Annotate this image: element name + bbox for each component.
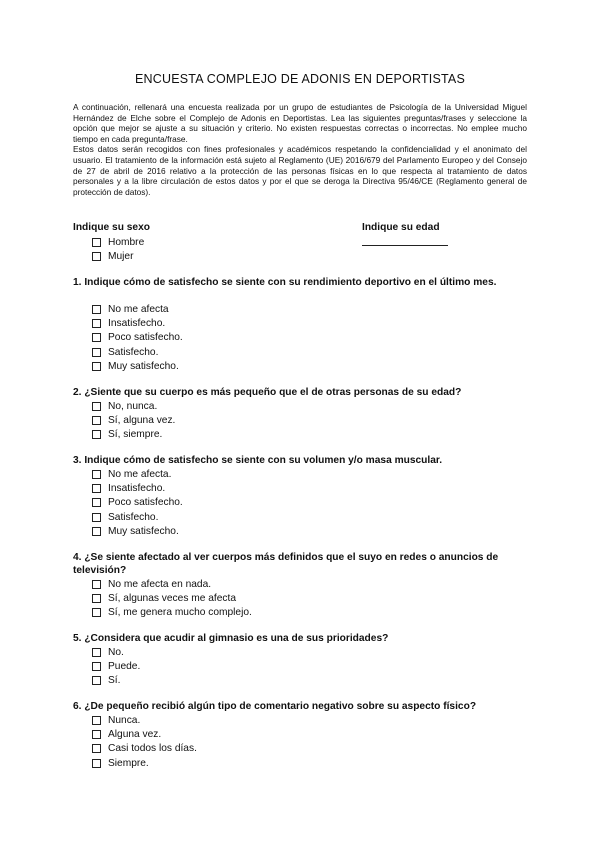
option[interactable] xyxy=(92,399,175,413)
question-4-options xyxy=(92,577,252,620)
option-label: No me afecta. xyxy=(108,468,172,480)
intro-text xyxy=(73,102,527,197)
checkbox[interactable] xyxy=(92,238,101,247)
option-label: Siempre. xyxy=(108,757,149,769)
option[interactable] xyxy=(92,645,140,659)
checkbox[interactable] xyxy=(92,498,101,507)
option-label: Casi todos los días. xyxy=(108,743,197,755)
option-label: Poco satisfecho. xyxy=(108,497,183,509)
option[interactable] xyxy=(92,467,183,481)
checkbox[interactable] xyxy=(92,319,101,328)
option-label: No me afecta xyxy=(108,303,169,315)
checkbox[interactable] xyxy=(92,580,101,589)
question-1-options xyxy=(92,302,183,374)
checkbox[interactable] xyxy=(92,430,101,439)
option-label: Sí. xyxy=(108,675,121,687)
question-4: 4. ¿Se siente afectado al ver cuerpos más definidos que el suyo en redes o anuncios de televisión? xyxy=(73,552,499,576)
checkbox[interactable] xyxy=(92,730,101,739)
checkbox[interactable] xyxy=(92,348,101,357)
question-6: 6. ¿De pequeño recibió algún tipo de comentario negativo sobre su aspecto físico? xyxy=(73,701,477,712)
option[interactable] xyxy=(92,510,183,524)
option[interactable] xyxy=(92,316,183,330)
option[interactable] xyxy=(92,525,183,539)
sex-option-male[interactable] xyxy=(92,235,144,249)
option-label: No. xyxy=(108,646,124,658)
option-label: Sí, me genera mucho complejo. xyxy=(108,607,252,619)
intro-paragraph-2: Estos datos serán recogidos con fines profesionales y académicos respetando la confidencialidad y el anonimato del usuario. El tratamiento de la información está sujeto al Reglamento (UE) 2016/679 del Parlamento Europeo y del Consejo de 27 de abril de 2016 relativo a la protección de las personas físicas en lo que respecta al tratamiento de datos personales y a la libre circulación de estos datos y por el que se deroga la Directiva 95/46/CE (Reglamento general de protección de datos). xyxy=(73,144,527,197)
sex-label: Indique su sexo xyxy=(73,222,150,233)
option[interactable] xyxy=(92,713,197,727)
option-label: Muy satisfecho. xyxy=(108,526,179,538)
option[interactable] xyxy=(92,606,252,620)
checkbox[interactable] xyxy=(92,594,101,603)
sex-option-female[interactable] xyxy=(92,249,144,263)
option-label: Sí, alguna vez. xyxy=(108,415,176,427)
option-label: Poco satisfecho. xyxy=(108,332,183,344)
age-label: Indique su edad xyxy=(362,222,440,233)
question-6-options xyxy=(92,713,197,771)
checkbox[interactable] xyxy=(92,527,101,536)
checkbox[interactable] xyxy=(92,484,101,493)
option[interactable] xyxy=(92,591,252,605)
option-label: Puede. xyxy=(108,661,141,673)
option[interactable] xyxy=(92,428,175,442)
question-5-options xyxy=(92,645,140,688)
checkbox[interactable] xyxy=(92,662,101,671)
checkbox[interactable] xyxy=(92,608,101,617)
option[interactable] xyxy=(92,496,183,510)
option-label: Insatisfecho. xyxy=(108,483,166,495)
option[interactable] xyxy=(92,577,252,591)
option-label: Hombre xyxy=(108,236,145,248)
checkbox[interactable] xyxy=(92,759,101,768)
checkbox[interactable] xyxy=(92,676,101,685)
option[interactable] xyxy=(92,413,175,427)
option-label: Sí, algunas veces me afecta xyxy=(108,593,236,605)
question-5: 5. ¿Considera que acudir al gimnasio es una de sus prioridades? xyxy=(73,633,389,644)
option-label: Muy satisfecho. xyxy=(108,361,179,373)
checkbox[interactable] xyxy=(92,470,101,479)
option-label: Insatisfecho. xyxy=(108,318,166,330)
option[interactable] xyxy=(92,302,183,316)
document-title: ENCUESTA COMPLEJO DE ADONIS EN DEPORTISTAS xyxy=(135,72,465,86)
checkbox[interactable] xyxy=(92,513,101,522)
option[interactable] xyxy=(92,727,197,741)
checkbox[interactable] xyxy=(92,416,101,425)
checkbox[interactable] xyxy=(92,362,101,371)
checkbox[interactable] xyxy=(92,333,101,342)
checkbox[interactable] xyxy=(92,648,101,657)
option[interactable] xyxy=(92,742,197,756)
option-label: No, nunca. xyxy=(108,400,158,412)
option-label: Alguna vez. xyxy=(108,729,162,741)
option[interactable] xyxy=(92,345,183,359)
question-3: 3. Indique cómo de satisfecho se siente con su volumen y/o masa muscular. xyxy=(73,455,443,466)
option-label: Satisfecho. xyxy=(108,511,159,523)
question-2-options xyxy=(92,399,175,442)
option-label: Sí, siempre. xyxy=(108,429,163,441)
question-3-options xyxy=(92,467,183,539)
option[interactable] xyxy=(92,331,183,345)
option-label: Satisfecho. xyxy=(108,346,159,358)
sex-options xyxy=(92,235,144,264)
option[interactable] xyxy=(92,481,183,495)
checkbox[interactable] xyxy=(92,744,101,753)
question-1: 1. Indique cómo de satisfecho se siente con su rendimiento deportivo en el último mes. xyxy=(73,277,497,288)
option[interactable] xyxy=(92,674,140,688)
checkbox[interactable] xyxy=(92,716,101,725)
option[interactable] xyxy=(92,756,197,770)
question-2: 2. ¿Siente que su cuerpo es más pequeño que el de otras personas de su edad? xyxy=(73,387,462,398)
option-label: No me afecta en nada. xyxy=(108,578,212,590)
option[interactable] xyxy=(92,659,140,673)
intro-paragraph-1: A continuación, rellenará una encuesta realizada por un grupo de estudiantes de Psicología de la Universidad Miguel Hernández de Elche sobre el Complejo de Adonis en Deportistas. Lea las siguientes preguntas/frases y seleccione la opción que mejor se ajuste a su situación y criterio. No existen respuestas correctas o incorrectas. No emplee mucho tiempo en cada pregunta/frase. xyxy=(73,102,527,144)
option[interactable] xyxy=(92,360,183,374)
checkbox[interactable] xyxy=(92,402,101,411)
option-label: Mujer xyxy=(108,251,134,263)
checkbox[interactable] xyxy=(92,305,101,314)
checkbox[interactable] xyxy=(92,252,101,261)
option-label: Nunca. xyxy=(108,714,141,726)
age-input-line[interactable] xyxy=(362,245,448,246)
